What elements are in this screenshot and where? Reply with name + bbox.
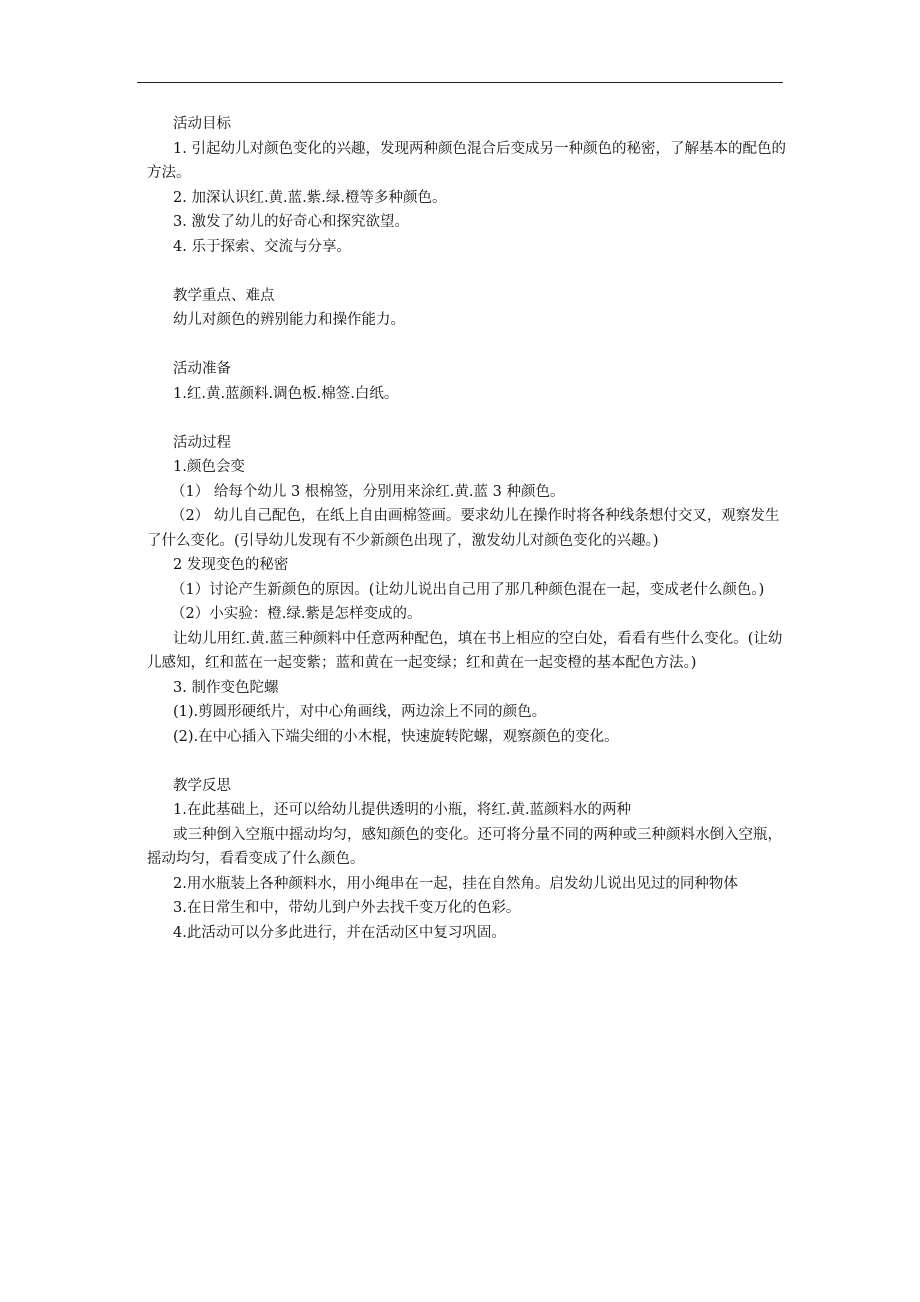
focus-item: 幼儿对颜色的辨别能力和操作能力。 [173, 312, 405, 328]
process-item: 1.颜色会变 [173, 459, 245, 475]
section-heading: 活动过程 [173, 434, 231, 451]
process-item: （1）讨论产生新颜色的原因。(让幼儿说出自己用了那几种颜色混在一起，变成老什么颜色。) [171, 581, 765, 598]
goal-item: 4. 乐于探索、交流与分享。 [173, 238, 351, 255]
spacer [147, 259, 787, 284]
header-rule [137, 82, 783, 83]
section-heading: 教学重点、难点 [173, 287, 275, 304]
section-heading: 活动准备 [173, 361, 231, 377]
process-item: (2).在中心插入下端尖细的小木棍，快速旋转陀螺，观察颜色的变化。 [173, 728, 619, 745]
process-item: 3. 制作变色陀螺 [173, 679, 279, 696]
section-process [147, 431, 787, 750]
goal-item: 2. 加深认识红.黄.蓝.紫.绿.橙等多种颜色。 [173, 189, 447, 206]
document-body [147, 112, 787, 945]
process-item: （2） 幼儿自己配色，在纸上自由画棉签画。要求幼儿在操作时将各种线条想付交叉，观察发生了什么变化。(引导幼儿发现有不少新颜色出现了，激发幼儿对颜色变化的兴趣。) [147, 508, 780, 549]
prep-item: 1.红.黄.蓝颜料.调色板.棉签.白纸。 [173, 385, 399, 402]
section-goals [147, 112, 787, 259]
section-prep [147, 357, 787, 406]
reflection-item: 4.此活动可以分多此进行，并在活动区中复习巩固。 [173, 924, 506, 941]
process-item: (1).剪圆形硬纸片，对中心角画线，两边涂上不同的颜色。 [173, 704, 547, 720]
reflection-item: 1.在此基础上，还可以给幼儿提供透明的小瓶，将红.黄.蓝颜料水的两种 [173, 802, 632, 818]
section-heading: 教学反思 [173, 777, 231, 794]
spacer [147, 333, 787, 358]
process-item: （1） 给每个幼儿 3 根棉签，分别用来涂红.黄.蓝 3 种颜色。 [171, 483, 565, 500]
spacer [147, 406, 787, 431]
reflection-item: 或三种倒入空瓶中摇动均匀，感知颜色的变化。还可将分量不同的两种或三种颜料水倒入空瓶，摇动均匀，看看变成了什么颜色。 [147, 826, 782, 867]
section-heading: 活动目标 [173, 116, 231, 132]
spacer [147, 749, 787, 774]
section-focus [147, 284, 787, 333]
process-item: （2）小实验：橙.绿.紫是怎样变成的。 [171, 606, 422, 622]
reflection-item: 3.在日常生和中，带幼儿到户外去找千变万化的色彩。 [173, 900, 521, 916]
goal-item: 3. 激发了幼儿的好奇心和探究欲望。 [173, 214, 409, 230]
section-reflection [147, 774, 787, 946]
goal-item: 1. 引起幼儿对颜色变化的兴趣，发现两种颜色混合后变成另一种颜色的秘密，了解基本的配色的方法。 [147, 140, 786, 181]
process-item: 2 发现变色的秘密 [173, 557, 289, 573]
process-item: 让幼儿用红.黄.蓝三种颜料中任意两种配色，填在书上相应的空白处，看看有些什么变化。(让幼儿感知，红和蓝在一起变紫；蓝和黄在一起变绿；红和黄在一起变橙的基本配色方法。) [147, 630, 783, 671]
reflection-item: 2.用水瓶装上各种颜料水，用小绳串在一起，挂在自然角。启发幼儿说出见过的同种物体 [173, 875, 738, 892]
